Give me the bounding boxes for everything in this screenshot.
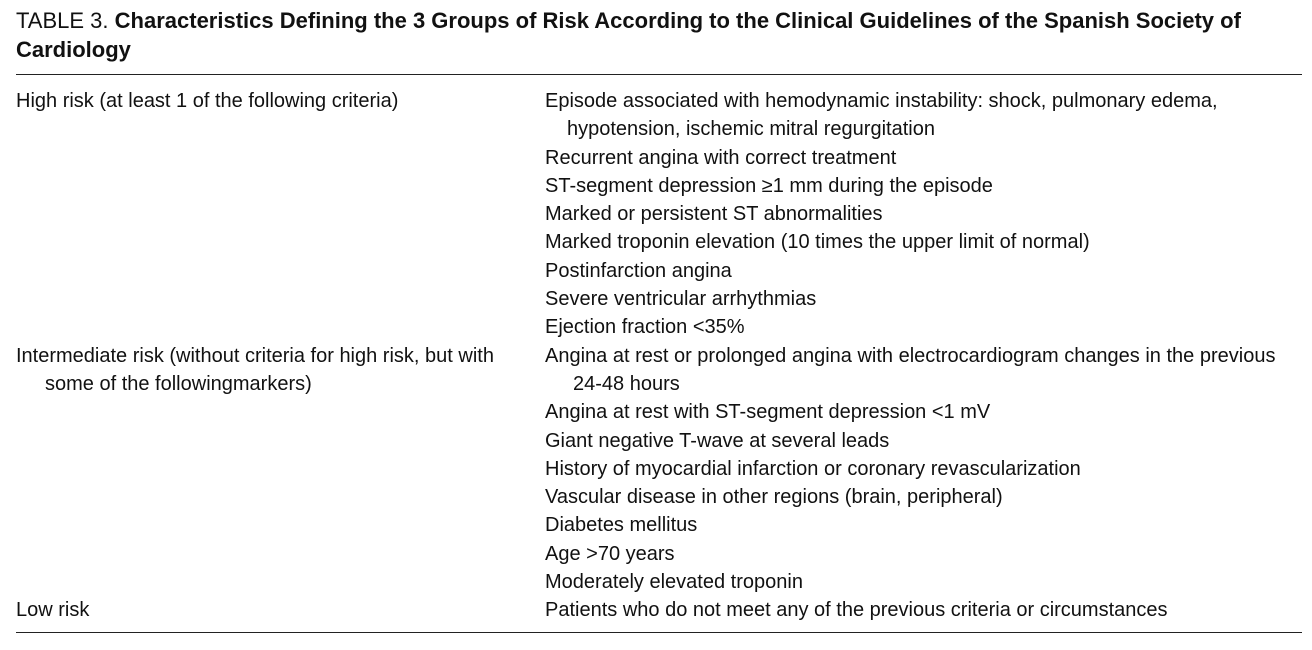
criterion-item: ST-segment depression ≥1 mm during the episode (545, 174, 993, 197)
criterion-item: History of myocardial infarction or coronary revascularization (545, 457, 1081, 480)
risk-group-high (16, 87, 1302, 342)
criteria-list (545, 596, 1302, 624)
criterion-item: Patients who do not meet any of the previous criteria or circumstances (545, 599, 1168, 622)
criteria-list (545, 342, 1302, 597)
table-title: Characteristics Defining the 3 Groups of Risk According to the Clinical Guidelines of the Spanish Society of Cardiology (16, 8, 1241, 62)
criterion-item: Giant negative T-wave at several leads (545, 429, 890, 452)
top-rule (16, 74, 1302, 75)
criterion-item: Diabetes mellitus (545, 514, 698, 537)
criterion-item: Vascular disease in other regions (brain, peripheral) (545, 486, 1003, 509)
criterion-item: Marked or persistent ST abnormalities (545, 203, 883, 226)
criterion-item: Angina at rest with ST-segment depression <1 mV (545, 401, 991, 424)
criterion-item: Severe ventricular arrhythmias (545, 288, 817, 311)
criterion-item: Postinfarction angina (545, 259, 732, 282)
risk-group-low (16, 596, 1302, 624)
criterion-item: Ejection fraction <35% (545, 316, 745, 339)
criterion-item: Recurrent angina with correct treatment (545, 146, 897, 169)
group-label: Intermediate risk (without criteria for high risk, but with some of the followingmarkers) (16, 344, 494, 395)
group-label: Low risk (16, 599, 90, 622)
risk-group-intermediate (16, 342, 1302, 597)
bottom-rule (16, 632, 1302, 633)
table-label: TABLE 3. (16, 8, 109, 33)
group-label: High risk (at least 1 of the following criteria) (16, 90, 399, 112)
table-caption (16, 6, 1296, 64)
criterion-item: Age >70 years (545, 542, 675, 565)
criterion-item: Angina at rest or prolonged angina with electrocardiogram changes in the previous 24-48 hours (545, 344, 1276, 395)
table-body (16, 87, 1302, 625)
criterion-item: Marked troponin elevation (10 times the upper limit of normal) (545, 231, 1090, 254)
criteria-list (545, 87, 1302, 342)
criterion-item: Episode associated with hemodynamic instability: shock, pulmonary edema, hypotension, ischemic mitral regurgitation (545, 90, 1218, 141)
criterion-item: Moderately elevated troponin (545, 571, 803, 594)
